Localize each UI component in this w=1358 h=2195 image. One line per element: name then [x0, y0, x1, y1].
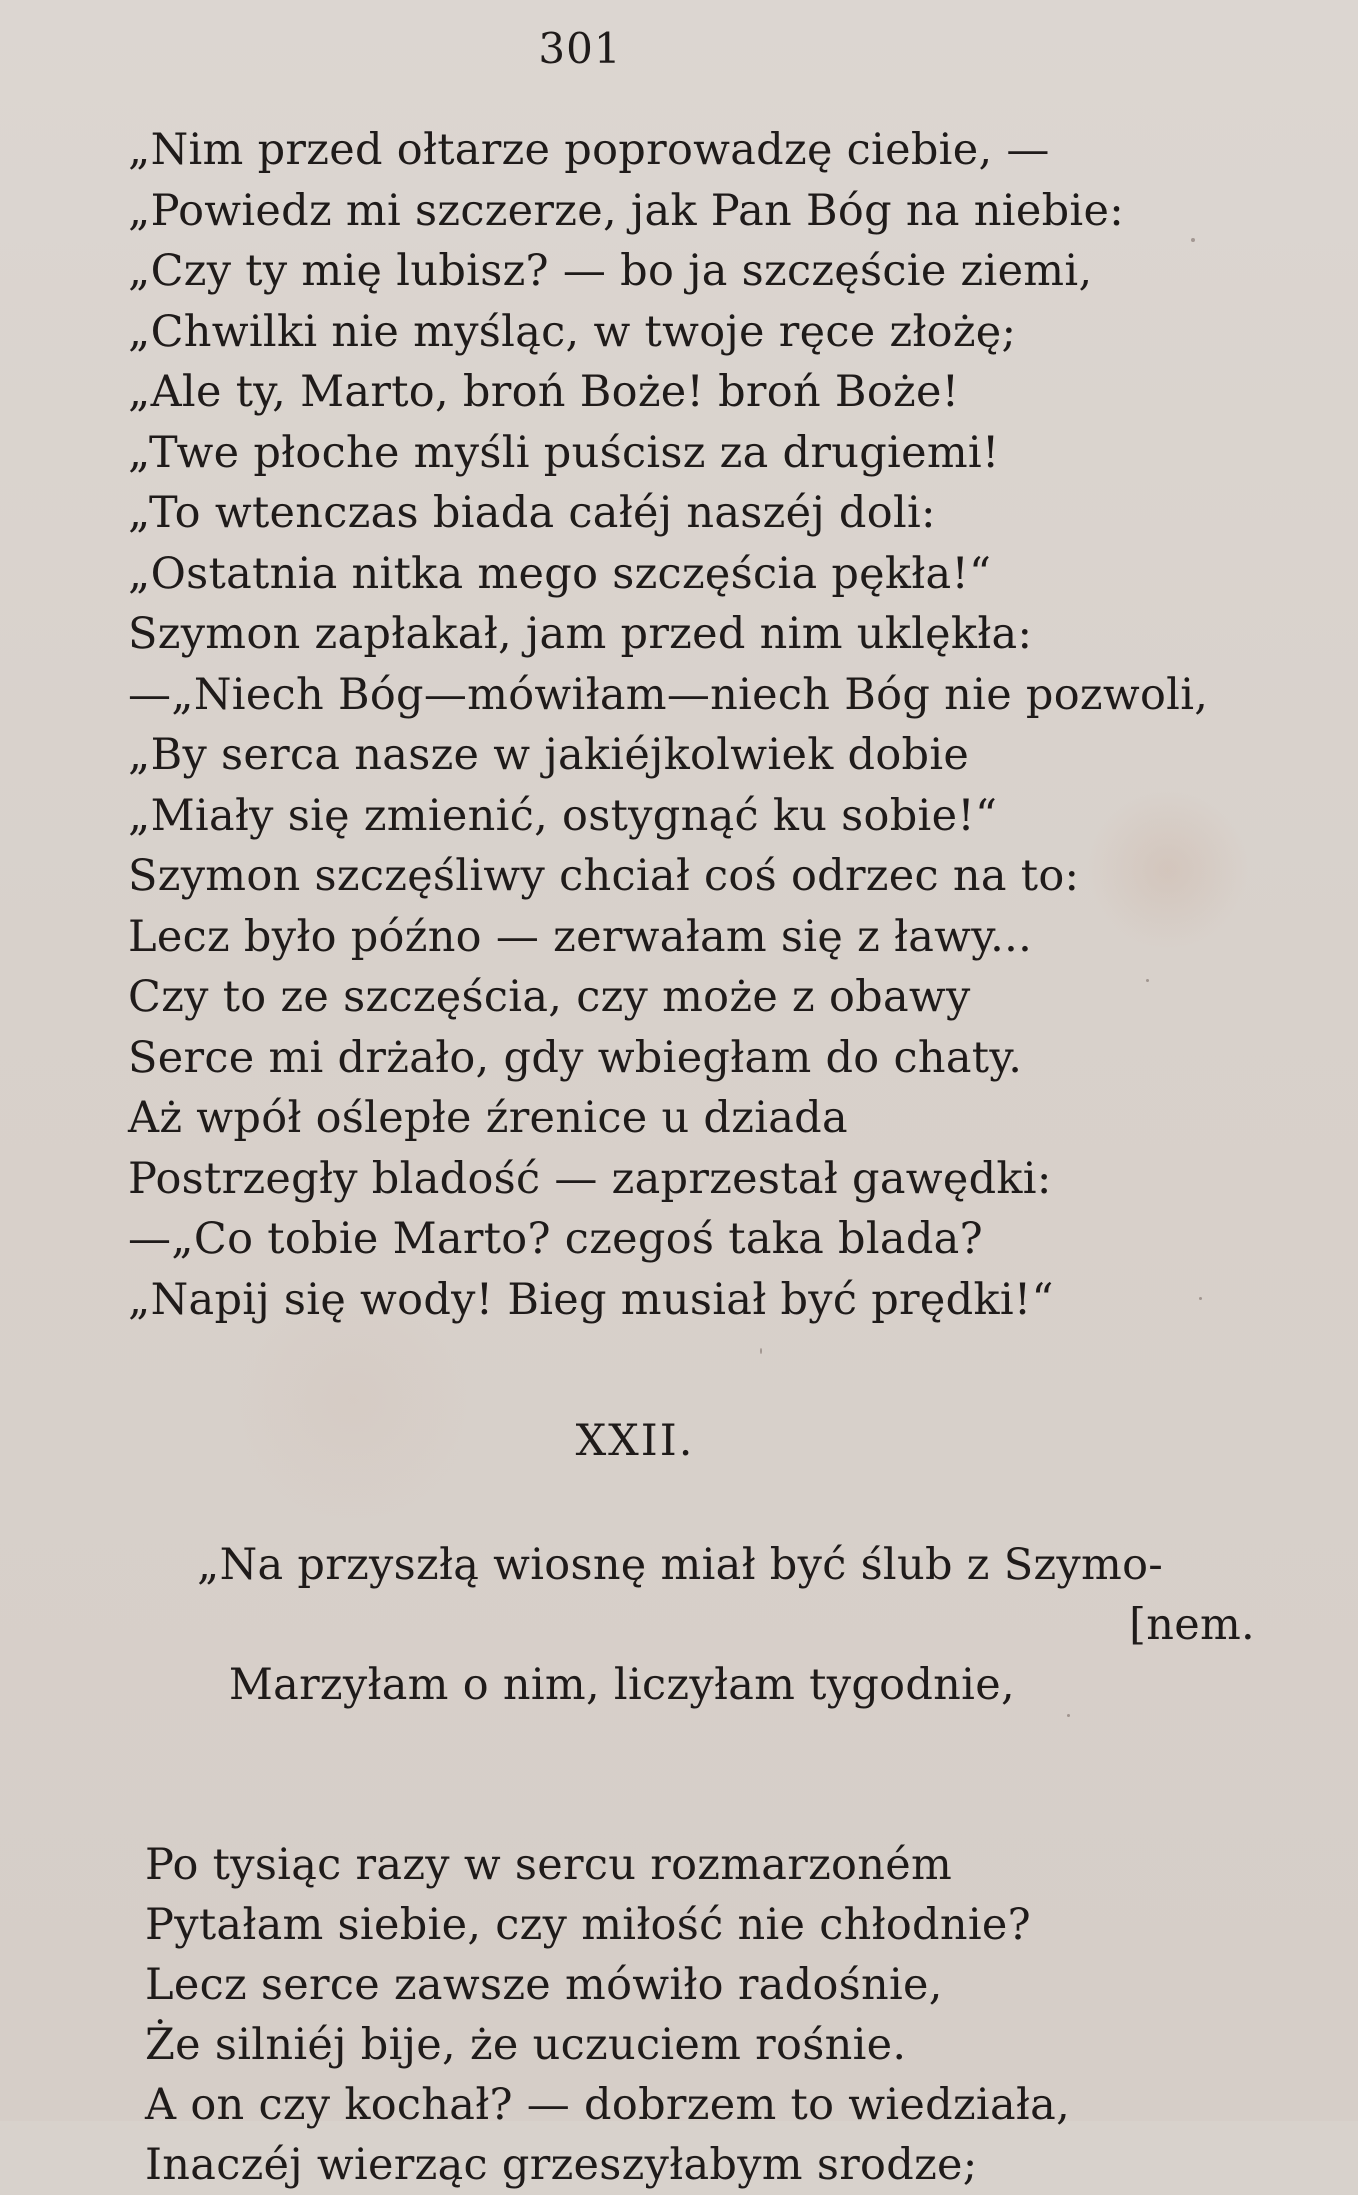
verse-line: „Ale ty, Marto, broń Boże! broń Boże!	[128, 367, 960, 417]
stanza-line: „Na przyszłą wiosnę miał być ślub z Szymo-	[197, 1540, 1164, 1590]
stanza-line: Po tysiąc razy w sercu rozmarzoném	[145, 1840, 953, 1890]
paper-speck	[1191, 238, 1195, 242]
verse-line: Czy to ze szczęścia, czy może z obawy	[128, 972, 971, 1022]
verse-line: „Powiedz mi szczerze, jak Pan Bóg na niebie:	[128, 185, 1124, 236]
page-number: 301	[538, 24, 622, 73]
verse-block	[128, 120, 1248, 1330]
verse-line: „Chwilki nie myśląc, w twoje ręce złożę;	[128, 306, 1017, 357]
line-continuation: [nem.	[1129, 1600, 1255, 1650]
verse-line: „Czy ty mię lubisz? — bo ja szczęście ziemi,	[128, 246, 1093, 296]
stanza-block	[145, 1535, 1255, 2195]
verse-line: „Twe płoche myśli puścisz za drugiemi!	[128, 427, 1000, 478]
verse-line: Serce mi drżało, gdy wbiegłam do chaty.	[128, 1032, 1023, 1083]
stanza-line: Że silniéj bije, że uczuciem rośnie.	[145, 2020, 907, 2070]
verse-line: „Napij się wody! Bieg musiał być prędki!“	[128, 1274, 1054, 1325]
verse-line: „By serca nasze w jakiéjkolwiek dobie	[128, 730, 970, 780]
stanza-line: Pytałam siebie, czy miłość nie chłodnie?	[145, 1900, 1032, 1950]
verse-line: „Miały się zmienić, ostygnąć ku sobie!“	[128, 790, 998, 841]
stanza-line: Lecz serce zawsze mówiło radośnie,	[145, 1960, 943, 2010]
stanza-line-text: Marzyłam o nim, liczyłam tygodnie,	[228, 1660, 1015, 1710]
verse-line: Postrzegły bladość — zaprzestał gawędki:	[128, 1153, 1052, 1204]
paper-speck	[1146, 979, 1149, 982]
section-heading: XXII.	[575, 1416, 695, 1466]
verse-line: Szymon szczęśliwy chciał coś odrzec na to:	[128, 851, 1080, 901]
verse-line: Aż wpół oślepłe źrenice u dziada	[128, 1093, 848, 1143]
verse-line: „Nim przed ołtarze poprowadzę ciebie, —	[128, 125, 1050, 175]
verse-line: —„Niech Bóg—mówiłam—niech Bóg nie pozwoli,	[128, 669, 1209, 720]
verse-line: Lecz było późno — zerwałam się z ławy...	[128, 911, 1033, 962]
verse-line: Szymon zapłakał, jam przed nim uklękła:	[128, 609, 1033, 659]
paper-speck	[1199, 1297, 1202, 1300]
stanza-line: A on czy kochał? — dobrzem to wiedziała,	[145, 2080, 1071, 2130]
stanza-line	[145, 1595, 1255, 1835]
verse-line: „To wtenczas biada całéj naszéj doli:	[128, 488, 936, 538]
verse-line: „Ostatnia nitka mego szczęścia pękła!“	[128, 548, 992, 599]
verse-line: —„Co tobie Marto? czegoś taka blada?	[128, 1214, 983, 1264]
stanza-line: Inaczéj wierząc grzeszyłabym srodze;	[145, 2140, 978, 2190]
paper-speck	[760, 1348, 762, 1354]
paper-speck	[1067, 1714, 1070, 1717]
